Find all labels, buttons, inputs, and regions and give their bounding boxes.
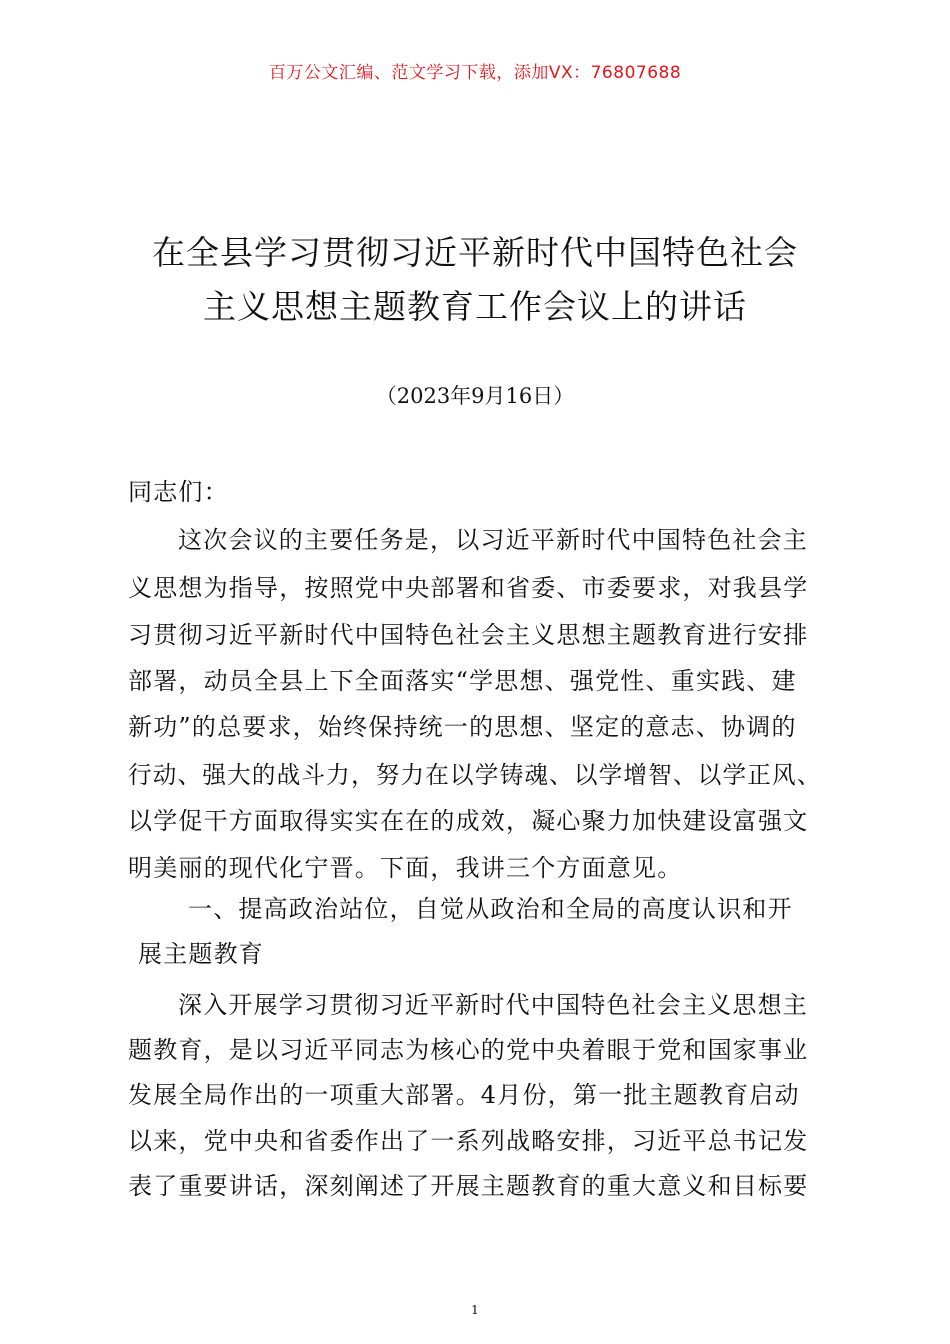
paragraph-1-line: 新功”的总要求，始终保持统一的思想、坚定的意志、协调的 <box>128 713 797 741</box>
paragraph-1-line: 以学促干方面取得实实在在的成效，凝心聚力加快建设富强文 <box>128 807 809 835</box>
paragraph-2-line: 发展全局作出的一项重大部署。4月份，第一批主题教育启动 <box>128 1081 800 1109</box>
paragraph-1-line: 明美丽的现代化宁晋。下面，我讲三个方面意见。 <box>128 854 683 882</box>
section-heading-line: 展主题教育 <box>138 940 264 968</box>
paragraph-2-line: 以来，党中央和省委作出了一系列战略安排，习近平总书记发 <box>128 1127 809 1155</box>
paragraph-1-line: 这次会议的主要任务是，以习近平新时代中国特色社会主 <box>178 526 808 554</box>
title-line-2: 主义思想主题教育工作会议上的讲话 <box>203 287 747 326</box>
paragraph-1-line: 行动、强大的战斗力，努力在以学铸魂、以学增智、以学正风、 <box>128 761 822 789</box>
paragraph-1-line: 习贯彻习近平新时代中国特色社会主义思想主题教育进行安排 <box>128 621 809 649</box>
title-line-1: 在全县学习贯彻习近平新时代中国特色社会 <box>152 233 798 272</box>
section-heading-line: 一、提高政治站位，自觉从政治和全局的高度认识和开 <box>188 895 793 923</box>
paragraph-1-line: 部署，动员全县上下全面落实“学思想、强党性、重实践、建 <box>128 667 797 695</box>
paragraph-1-line: 义思想为指导，按照党中央部署和省委、市委要求，对我县学 <box>128 574 809 602</box>
paragraph-2-line: 表了重要讲话，深刻阐述了开展主题教育的重大意义和目标要 <box>128 1172 809 1200</box>
page-number: 1 <box>471 1303 479 1317</box>
document-title <box>0 226 950 334</box>
speech-date: （2023年9月16日） <box>375 384 575 408</box>
paragraph-2-line: 深入开展学习贯彻习近平新时代中国特色社会主义思想主 <box>178 991 808 1019</box>
salutation: 同志们： <box>128 478 229 506</box>
paragraph-2-line: 题教育，是以习近平同志为核心的党中央着眼于党和国家事业 <box>128 1036 809 1064</box>
header-banner: 百万公文汇编、范文学习下载，添加VX：76807688 <box>268 63 682 83</box>
